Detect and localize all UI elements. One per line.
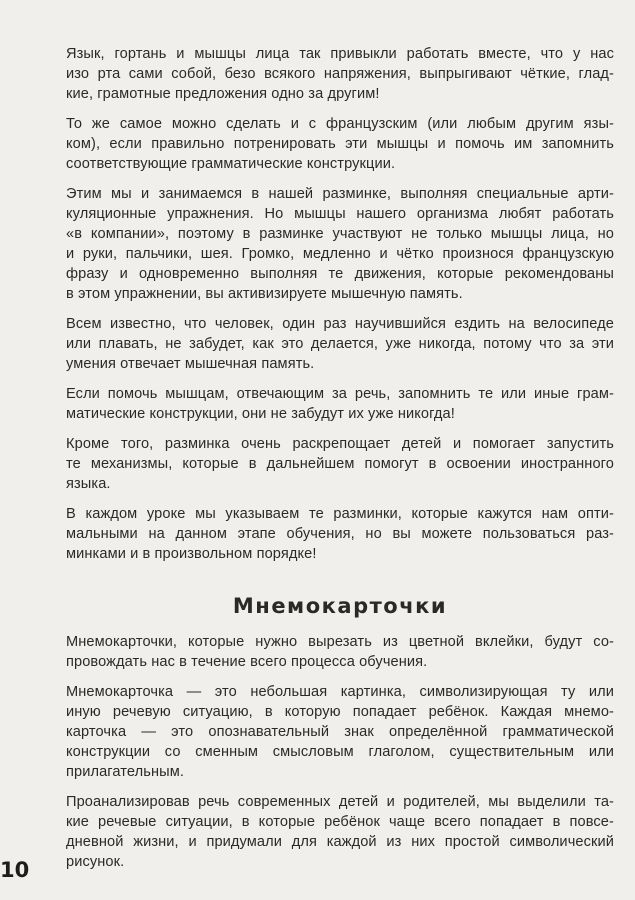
text-line: Проанализировав речь современных детей и родителей, мы выделили та- (66, 794, 614, 810)
text-line: дневной жизни, и придумали для каждой из них простой символический (66, 834, 614, 850)
text-line: минками и в произвольном порядке! (66, 546, 317, 562)
text-line: Этим мы и занимаемся в нашей разминке, выполняя специальные арти- (66, 186, 614, 202)
text-line: соответствующие грамматические конструкции. (66, 156, 396, 172)
text-line: прилагательным. (66, 764, 185, 780)
page-number: 10 (0, 858, 30, 882)
paragraph (66, 44, 614, 104)
text-line: провождать нас в течение всего процесса обучения. (66, 654, 428, 670)
text-line: Кроме того, разминка очень раскрепощает детей и помогает запустить (66, 436, 614, 452)
text-line: карточка — это опознавательный знак определённой грамматической (66, 724, 614, 740)
text-line: кие, грамотные предложения одно за другим! (66, 86, 380, 102)
text-line: или плавать, не забудет, как это делается, уже никогда, потому что за эти (66, 336, 614, 352)
text-line: умения отвечает мышечная память. (66, 356, 315, 372)
text-line: ком), если правильно потренировать эти мышцы и помочь им запомнить (66, 136, 614, 152)
text-line: те механизмы, которые в дальнейшем помогут в освоении иностранного (66, 456, 614, 472)
paragraph (66, 314, 614, 374)
text-line: Мнемокарточки, которые нужно вырезать из цветной вклейки, будут со- (66, 634, 614, 650)
paragraph (66, 792, 614, 872)
text-line: В каждом уроке мы указываем те разминки, которые кажутся нам опти- (66, 506, 614, 522)
text-line: изо рта сами собой, безо всякого напряжения, выпрыгивают чёткие, глад- (66, 66, 614, 82)
paragraph (66, 632, 614, 672)
page-text (66, 44, 614, 882)
text-line: кие речевые ситуации, в которые ребёнок чаще всего попадает в повсе- (66, 814, 614, 830)
paragraph (66, 682, 614, 782)
text-line: мальными на данном этапе обучения, но вы можете пользоваться раз- (66, 526, 614, 542)
text-line: То же самое можно сделать и с французским (или любым другим язы- (66, 116, 614, 132)
text-line: Мнемокарточка — это небольшая картинка, символизирующая ту или (66, 684, 614, 700)
text-line: Всем известно, что человек, один раз научившийся ездить на велосипеде (66, 316, 614, 332)
text-line: Язык, гортань и мышцы лица так привыкли работать вместе, что у нас (66, 46, 614, 62)
text-line: рисунок. (66, 854, 125, 870)
paragraph (66, 504, 614, 564)
text-line: «в компании», поэтому в разминке участвуют не только мышцы лица, но (66, 226, 614, 242)
intro-paragraphs (66, 44, 614, 564)
text-line: Если помочь мышцам, отвечающим за речь, запомнить те или иные грам- (66, 386, 614, 402)
paragraph (66, 184, 614, 304)
text-line: иную речевую ситуацию, в которую попадает ребёнок. Каждая мнемо- (66, 704, 614, 720)
paragraph (66, 114, 614, 174)
text-line: матические конструкции, они не забудут их уже никогда! (66, 406, 455, 422)
paragraph (66, 384, 614, 424)
paragraph (66, 434, 614, 494)
text-line: и руки, пальчики, шея. Громко, медленно и чётко произнося французскую (66, 246, 614, 262)
text-line: фразу и одновременно выполняя те движения, которые рекомендованы (66, 266, 614, 282)
text-line: языка. (66, 476, 111, 492)
section-heading: Мнемокарточки (232, 594, 448, 618)
section-paragraphs (66, 632, 614, 872)
text-line: конструкции со сменным смысловым глаголом, существительным или (66, 744, 614, 760)
text-line: в этом упражнении, вы активизируете мышечную память. (66, 286, 463, 302)
text-line: куляционные упражнения. Но мышцы нашего организма любят работать (66, 206, 614, 222)
